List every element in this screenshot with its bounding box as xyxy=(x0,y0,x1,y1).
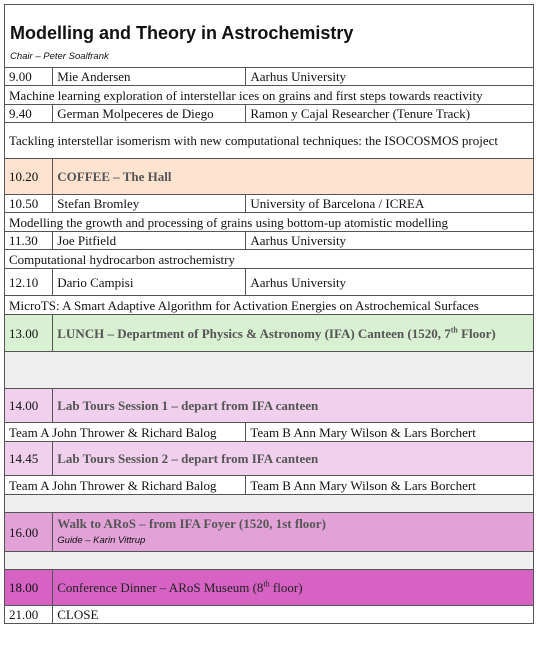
time-cell: 16.00 xyxy=(5,513,53,552)
team-row xyxy=(5,476,534,495)
spacer-cell xyxy=(5,552,534,570)
lab-tour-row xyxy=(5,389,534,423)
lab-tour-label: Lab Tours Session 2 – depart from IFA canteen xyxy=(53,442,534,476)
talk-row xyxy=(5,195,534,213)
talk-title-row xyxy=(5,123,534,159)
talk-title-row xyxy=(5,86,534,105)
talk-title-cell: Computational hydrocarbon astrochemistry xyxy=(5,250,534,269)
team-b-cell: Team B Ann Mary Wilson & Lars Borchert xyxy=(246,476,534,495)
time-cell: 14.45 xyxy=(5,442,53,476)
time-cell: 14.00 xyxy=(5,389,53,423)
close-row xyxy=(5,606,534,624)
team-a-cell: Team A John Thrower & Richard Balog xyxy=(5,423,246,442)
speaker-cell: Joe Pitfield xyxy=(53,232,246,250)
team-row xyxy=(5,423,534,442)
talk-title-row xyxy=(5,296,534,315)
time-cell: 9.40 xyxy=(5,105,53,123)
time-cell: 12.10 xyxy=(5,269,53,296)
time-cell: 10.20 xyxy=(5,159,53,195)
session-header-row xyxy=(5,5,534,68)
session-chair: Chair – Peter Soalfrank xyxy=(10,51,109,62)
lunch-label: LUNCH – Department of Physics & Astronomy (IFA) Canteen (1520, 7th Floor) xyxy=(53,315,534,352)
talk-title-cell: Machine learning exploration of interstellar ices on grains and first steps towards reactivity xyxy=(5,86,534,105)
time-cell: 18.00 xyxy=(5,570,53,606)
talk-row xyxy=(5,105,534,123)
talk-title-row xyxy=(5,213,534,232)
lunch-row xyxy=(5,315,534,352)
time-cell: 9.00 xyxy=(5,68,53,86)
session-title: Modelling and Theory in Astrochemistry xyxy=(10,23,354,43)
spacer-row xyxy=(5,552,534,570)
affiliation-cell: Aarhus University xyxy=(246,68,534,86)
team-b-cell: Team B Ann Mary Wilson & Lars Borchert xyxy=(246,423,534,442)
talk-title-cell: MicroTS: A Smart Adaptive Algorithm for Activation Energies on Astrochemical Surfaces xyxy=(5,296,534,315)
coffee-break-row xyxy=(5,159,534,195)
speaker-cell: Stefan Bromley xyxy=(53,195,246,213)
affiliation-cell: Aarhus University xyxy=(246,269,534,296)
team-a-cell: Team A John Thrower & Richard Balog xyxy=(5,476,246,495)
affiliation-cell: University of Barcelona / ICREA xyxy=(246,195,534,213)
walk-guide: Guide – Karin Vittrup xyxy=(57,535,146,546)
spacer-cell xyxy=(5,495,534,513)
time-cell: 21.00 xyxy=(5,606,53,624)
schedule-table xyxy=(4,4,534,624)
dinner-row xyxy=(5,570,534,606)
talk-row xyxy=(5,232,534,250)
walk-cell xyxy=(53,513,534,552)
lab-tour-label: Lab Tours Session 1 – depart from IFA canteen xyxy=(53,389,534,423)
talk-title-cell: Modelling the growth and processing of grains using bottom-up atomistic modelling xyxy=(5,213,534,232)
affiliation-cell: Aarhus University xyxy=(246,232,534,250)
speaker-cell: Mie Andersen xyxy=(53,68,246,86)
time-cell: 13.00 xyxy=(5,315,53,352)
speaker-cell: German Molpeceres de Diego xyxy=(53,105,246,123)
talk-title-cell: Tackling interstellar isomerism with new computational techniques: the ISOCOSMOS project xyxy=(5,123,534,159)
spacer-row xyxy=(5,495,534,513)
session-header xyxy=(5,5,534,68)
walk-row xyxy=(5,513,534,552)
time-cell: 10.50 xyxy=(5,195,53,213)
speaker-cell: Dario Campisi xyxy=(53,269,246,296)
walk-label: Walk to ARoS – from IFA Foyer (1520, 1st floor) xyxy=(57,516,326,531)
dinner-label: Conference Dinner – ARoS Museum (8th floor) xyxy=(53,570,534,606)
lab-tour-row xyxy=(5,442,534,476)
close-label: CLOSE xyxy=(53,606,534,624)
spacer-cell xyxy=(5,352,534,389)
talk-row xyxy=(5,68,534,86)
time-cell: 11.30 xyxy=(5,232,53,250)
spacer-row xyxy=(5,352,534,389)
coffee-label: COFFEE – The Hall xyxy=(53,159,534,195)
talk-row xyxy=(5,269,534,296)
talk-title-row xyxy=(5,250,534,269)
affiliation-cell: Ramon y Cajal Researcher (Tenure Track) xyxy=(246,105,534,123)
